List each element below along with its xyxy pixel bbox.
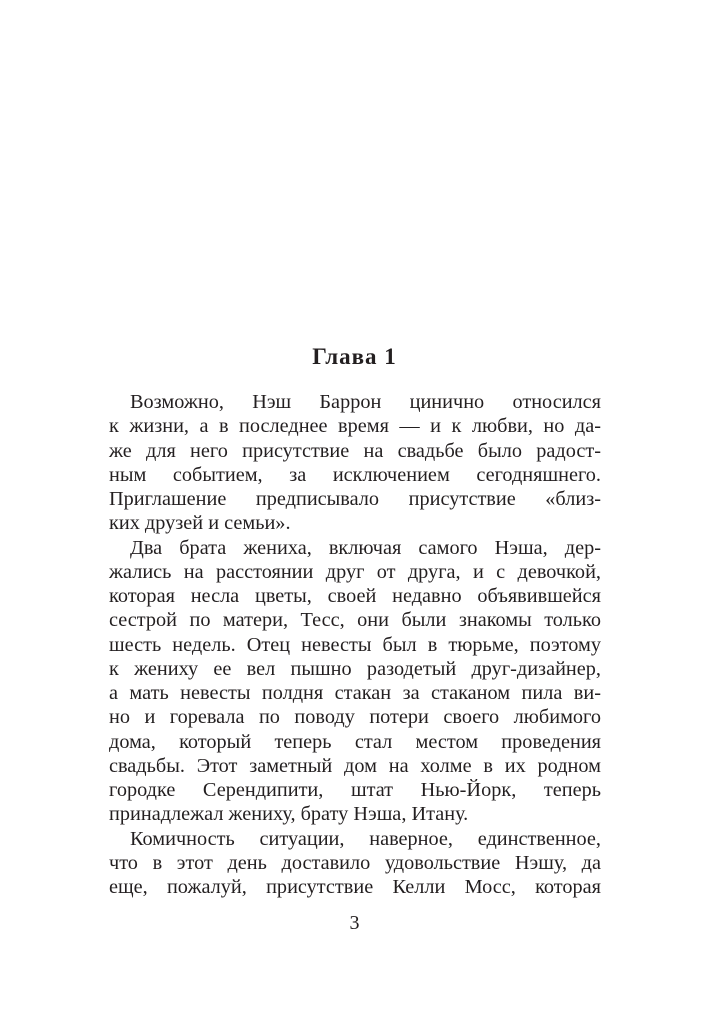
text-line: к жениху ее вел пышно разодетый друг-дизайнер, xyxy=(109,657,601,680)
text-line: жались на расстоянии друг от друга, и с девочкой, xyxy=(109,560,601,583)
chapter-title: Глава 1 xyxy=(312,344,397,369)
page-number: 3 xyxy=(349,912,360,934)
text-line: свадьбы. Этот заметный дом на холме в их родном xyxy=(109,754,601,777)
text-line: городке Серендипити, штат Нью-Йорк, теперь xyxy=(109,779,601,801)
text-line: Комичность ситуации, наверное, единственное, xyxy=(130,827,601,850)
text-line: которая несла цветы, своей недавно объявившейся xyxy=(109,585,601,607)
text-line: ным событием, за исключением сегодняшнего. xyxy=(109,463,601,486)
text-line: к жизни, а в последнее время — и к любви, но да- xyxy=(109,415,601,438)
text-line: Возможно, Нэш Баррон цинично относился xyxy=(130,391,601,413)
text-line: Приглашение предписывало присутствие «близ- xyxy=(109,488,601,510)
text-line: дома, который теперь стал местом проведения xyxy=(109,730,601,753)
text-line: но и горевала по поводу потери своего любимого xyxy=(109,706,601,729)
text-line: ких друзей и семьи». xyxy=(109,512,291,535)
text-line: же для него присутствие на свадьбе было радост- xyxy=(109,439,601,462)
text-line: а мать невесты полдня стакан за стаканом пила ви- xyxy=(109,682,601,704)
text-line: сестрой по матери, Тесс, они были знакомы только xyxy=(109,609,601,632)
text-line: принадлежал жениху, брату Нэша, Итану. xyxy=(109,803,469,826)
text-line: шесть недель. Отец невесты был в тюрьме, поэтому xyxy=(109,633,601,656)
text-line: Два брата жениха, включая самого Нэша, дер- xyxy=(130,536,601,559)
text-line: что в этот день доставило удовольствие Нэшу, да xyxy=(109,851,601,874)
body-text xyxy=(109,390,601,899)
text-line: еще, пожалуй, присутствие Келли Мосс, которая xyxy=(109,876,601,898)
